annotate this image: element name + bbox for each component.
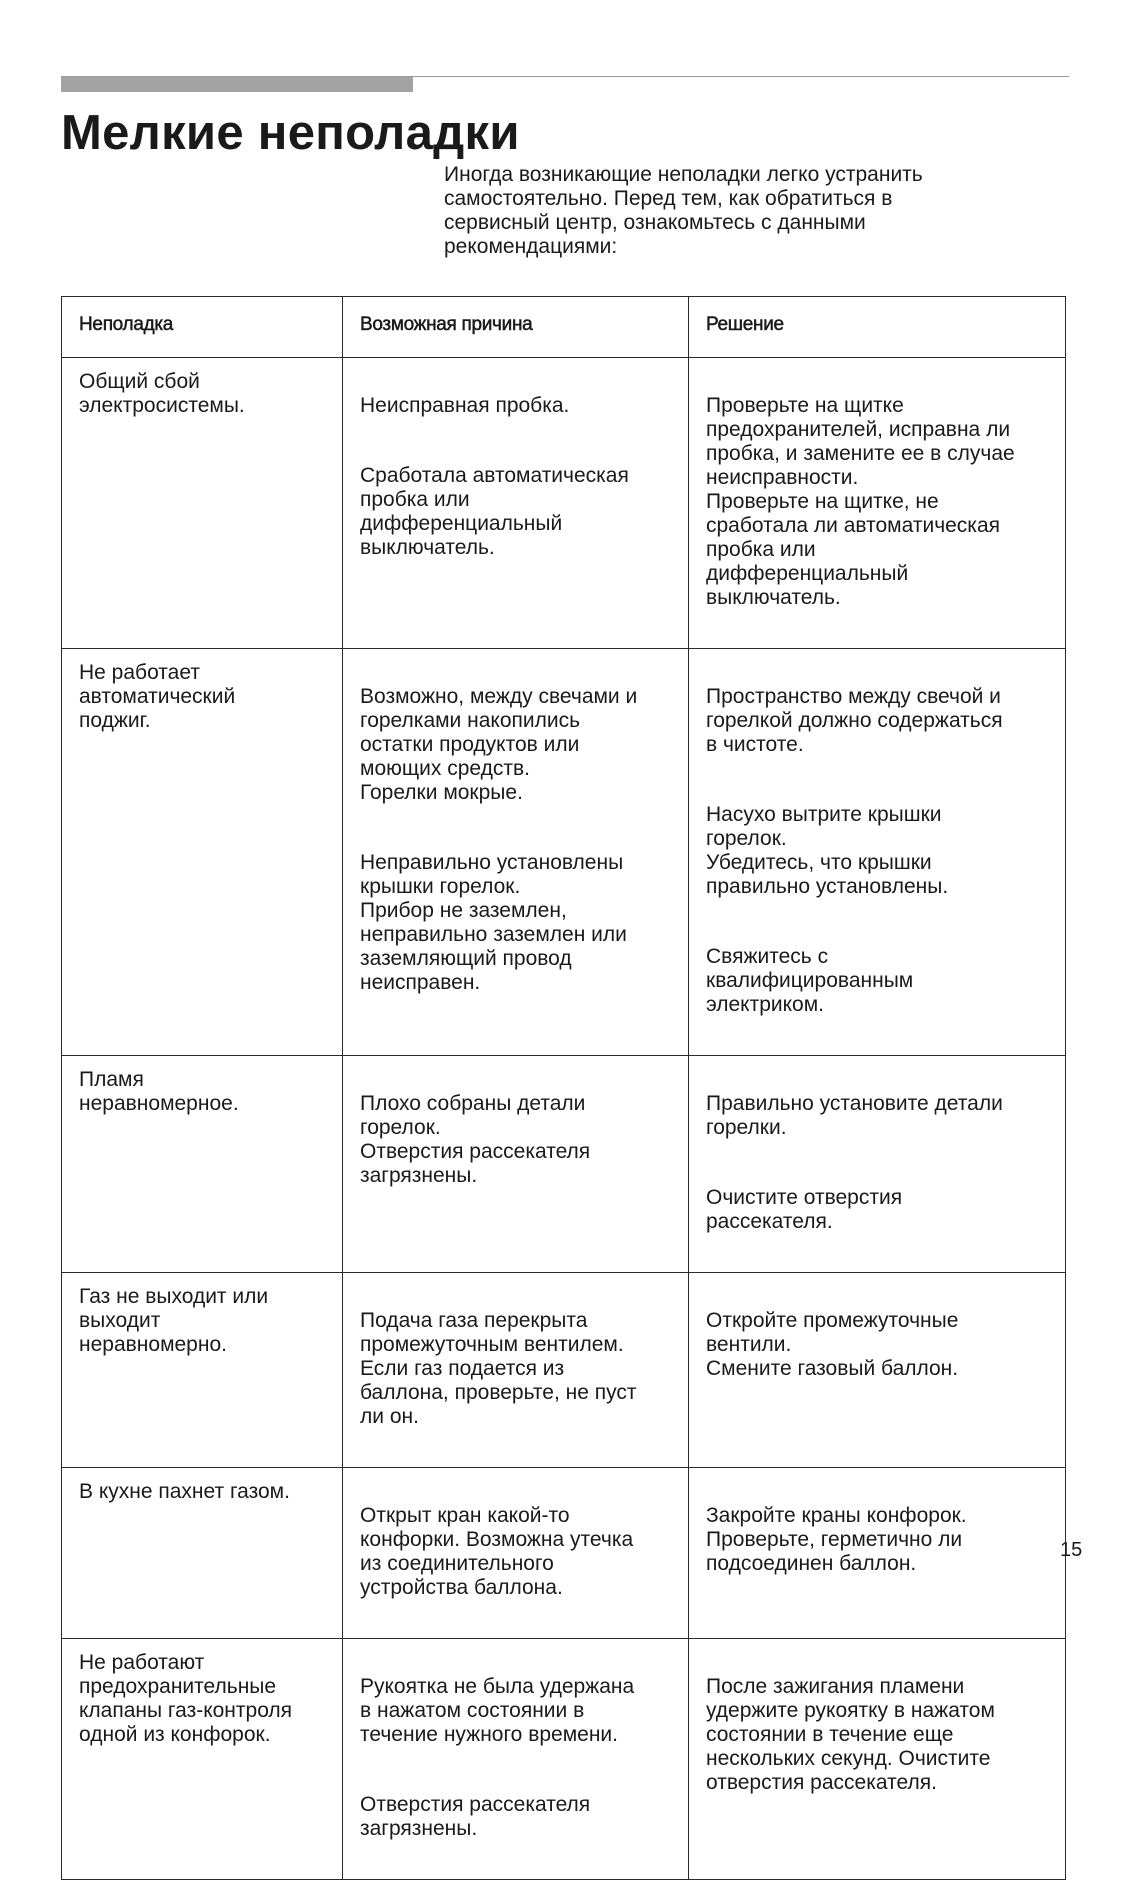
solution-text: Пространство между свечой и горелкой должно содержаться в чистоте. [706, 685, 1003, 756]
table-header-row [62, 297, 1066, 358]
table-row [62, 1273, 1066, 1468]
solution-cell [689, 1273, 1066, 1468]
cause-text: Неисправная пробка. [360, 394, 570, 417]
solution-text: После зажигания пламени удержите рукоятку в нажатом состоянии в течение еще нескольких секунд. Очистите отверстия рассекателя. [706, 1675, 995, 1794]
solution-text: Проверьте на щитке предохранителей, исправна ли пробка, и замените ее в случае неисправности. Проверьте на щитке, не сработала ли автоматическая пробка или дифференциальный выключатель. [706, 394, 1015, 609]
cause-cell [343, 358, 689, 649]
solution-text: Правильно установите детали горелки. [706, 1092, 1003, 1139]
page-number: 15 [1060, 1539, 1083, 1561]
fault-text: Не работает автоматический поджиг. [79, 661, 236, 732]
column-header-cause: Возможная причина [343, 297, 689, 358]
solution-cell [689, 1468, 1066, 1639]
fault-cell [62, 1273, 343, 1468]
cause-cell [343, 1273, 689, 1468]
cause-text: Плохо собраны детали горелок. Отверстия рассекателя загрязнены. [360, 1092, 591, 1187]
column-header-solution: Решение [689, 297, 1066, 358]
cause-cell [343, 1468, 689, 1639]
solution-text: Свяжитесь с квалифицированным электриком. [706, 945, 914, 1016]
fault-text: Не работают предохранительные клапаны газ-контроля одной из конфорок. [79, 1651, 293, 1746]
fault-cell [62, 358, 343, 649]
solution-text: Очистите отверстия рассекателя. [706, 1186, 903, 1233]
cause-text: Подача газа перекрыта промежуточным вентилем. Если газ подается из баллона, проверьте, не пуст ли он. [360, 1309, 637, 1428]
fault-cell [62, 1468, 343, 1639]
cause-text: Открыт кран какой-то конфорки. Возможна утечка из соединительного устройства баллона. [360, 1504, 634, 1599]
fault-cell [62, 1056, 343, 1273]
table-row [62, 1468, 1066, 1639]
cause-text: Возможно, между свечами и горелками накопились остатки продуктов или моющих средств. Горелки мокрые. [360, 685, 638, 804]
solution-cell [689, 1639, 1066, 1880]
cause-text: Отверстия рассекателя загрязнены. [360, 1793, 591, 1840]
page-title: Мелкие неполадки [61, 106, 520, 160]
fault-text: Общий сбой электросистемы. [79, 370, 245, 417]
cause-cell [343, 1056, 689, 1273]
cause-text: Сработала автоматическая пробка или дифференциальный выключатель. [360, 464, 629, 559]
cause-cell [343, 1639, 689, 1880]
fault-text: Газ не выходит или выходит неравномерно. [79, 1285, 269, 1356]
solution-cell [689, 649, 1066, 1056]
solution-cell [689, 358, 1066, 649]
column-header-fault: Неполадка [62, 297, 343, 358]
cause-cell [343, 649, 689, 1056]
fault-cell [62, 1639, 343, 1880]
header-accent-bar [61, 77, 413, 92]
fault-text: В кухне пахнет газом. [79, 1480, 290, 1503]
fault-text: Пламя неравномерное. [79, 1068, 239, 1115]
solution-cell [689, 1056, 1066, 1273]
troubleshooting-table [61, 296, 1066, 1880]
cause-text: Неправильно установлены крышки горелок. Прибор не заземлен, неправильно заземлен или заземляющий провод неисправен. [360, 851, 627, 994]
table-row [62, 358, 1066, 649]
table-row [62, 1639, 1066, 1880]
intro-text: Иногда возникающие неполадки легко устранить самостоятельно. Перед тем, как обратиться в сервисный центр, ознакомьтесь с данными рекомендациями: [444, 163, 923, 258]
table-row [62, 649, 1066, 1056]
fault-cell [62, 649, 343, 1056]
table-row [62, 1056, 1066, 1273]
solution-text: Насухо вытрите крышки горелок. Убедитесь, что крышки правильно установлены. [706, 803, 949, 898]
solution-text: Закройте краны конфорок. Проверьте, герметично ли подсоединен баллон. [706, 1504, 967, 1575]
solution-text: Откройте промежуточные вентили. Смените газовый баллон. [706, 1309, 959, 1380]
cause-text: Рукоятка не была удержана в нажатом состоянии в течение нужного времени. [360, 1675, 635, 1746]
